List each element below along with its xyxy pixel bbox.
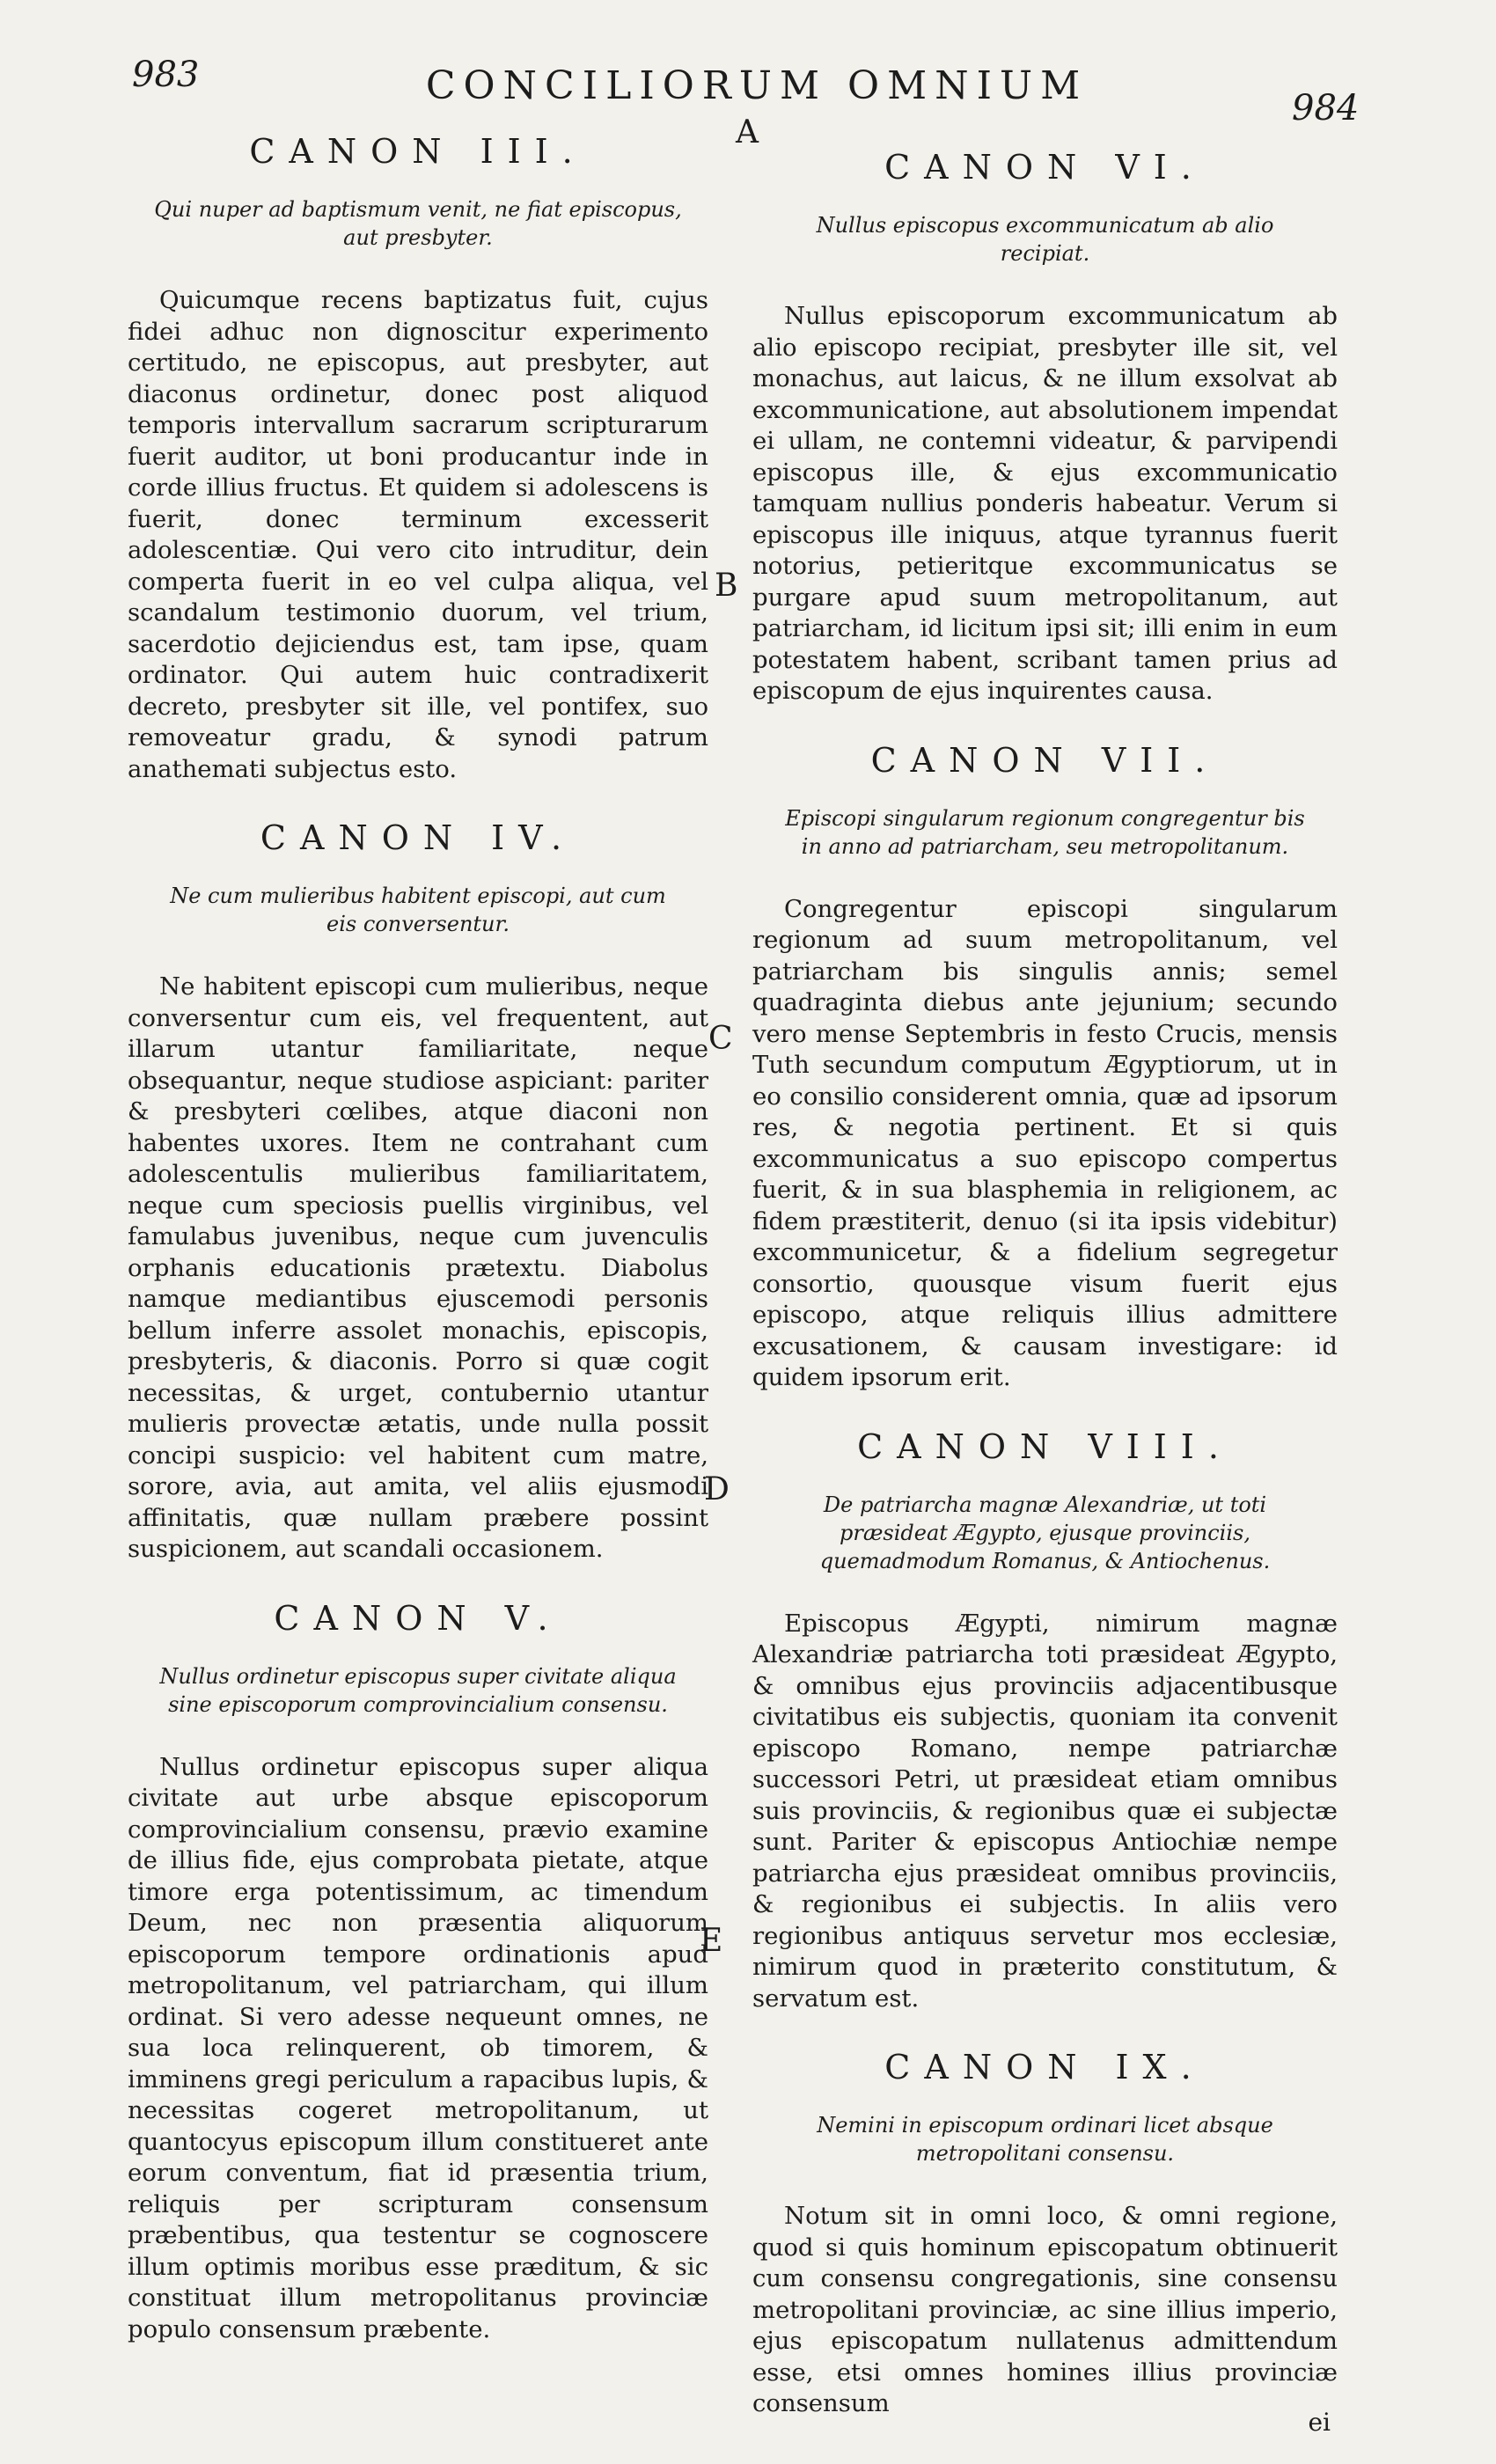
canon-heading: CANON IV. — [260, 818, 576, 857]
canon-summary: De patriarcha magnæ Alexandriæ, ut toti præsideat Ægypto, ejusque provinciis, quemadmodum Romanus, & Antiochenus. — [819, 1492, 1271, 1573]
canon-heading: CANON IX. — [884, 2048, 1206, 2086]
canon-8 — [752, 1427, 1338, 2015]
catchword: ei — [1308, 2408, 1331, 2437]
page-number-right: 984 — [1292, 88, 1360, 128]
canon-heading: CANON V. — [274, 1598, 562, 1638]
canon-summary: Nullus ordinetur episcopus super civitate aliqua sine episcoporum comprovincialium consensu. — [159, 1663, 677, 1717]
canon-text: Congregentur episcopi singularum regionum ad suum metropolitanum, vel patriarcham bis singulis annis; semel quadraginta diebus ante jejunium; secundo vero mense Septembris in festo Crucis, mensis Tuth secundum computum Ægyptiorum, ut in eo consilio considerent omnia, quæ ad ipsorum res, & negotia pertinent. Et si quis excommunicatus a suo episcopo compertus fuerit, & in sua blasphemia in religionem, ac fidem præstiterit, denuo (si ita ipsis videbitur) excommunicetur, & a fidelium segregetur consortio, quousque visum fuerit ejus episcopo, atque reliquis illius admittere excusationem, & causam investigare: id quidem ipsorum erit. — [752, 894, 1338, 1391]
canon-summary: Nullus episcopus excommunicatum ab alio recipiat. — [816, 213, 1274, 266]
canon-5 — [128, 1599, 708, 2346]
canon-heading: CANON VI. — [884, 148, 1206, 187]
canon-text: Episcopus Ægypti, nimirum magnæ Alexandriæ patriarcha toti præsideat Ægypto, & omnibus ejus provinciis adjacentibusque civitatibus eis subjectis, quoniam ita convenit episcopo Romano, nempe patriarchæ successori Petri, ut præsideat etiam omnibus suis provinciis, & regionibus quæ ei subjectæ sunt. Pariter & episcopus Antiochiæ nempe patriarcha ejus præsideat omnibus provinciis, & regionibus ei subjectis. In aliis vero regionibus antiquus servetur mos ecclesiæ, nimirum quod in præterito constitutum, & servatum est. — [752, 1609, 1338, 2013]
running-title: CONCILIORUM OMNIUM — [425, 63, 1089, 108]
canon-6 — [752, 148, 1338, 708]
canon-text: Ne habitent episcopi cum mulieribus, neque conversentur cum eis, vel frequentent, aut illarum utantur familiaritate, neque obsequantur, neque studiose aspiciant: pariter & presbyteri cœlibes, atque diaconi non habentes uxores. Item ne contrahant cum adolescentulis mulieribus familiaritatem, neque cum speciosis puellis virginibus, vel famulabus juvenibus, neque cum juvenculis orphanis educationis prætextu. Diabolus namque mediantibus ejuscemodi personis bellum inferre assolet monachis, episcopis, presbyteris, & diaconis. Porro si quæ cogit necessitas, & urget, contubernio utantur mulieris provectæ ætatis, unde nulla possit concipi suspicio: vel habitent cum matre, sorore, avia, aut amita, vel aliis ejusmodi affinitatis, quæ nullam præbere possint suspicionem, aut scandali occasionem. — [128, 972, 708, 1563]
canon-text: Quicumque recens baptizatus fuit, cujus fidei adhuc non dignoscitur experimento certitudo, ne episcopus, aut presbyter, aut diaconus ordinetur, donec post aliquod temporis intervallum sacrarum scripturarum fuerit auditor, ut boni producantur inde in corde illius fructus. Et quidem si adolescens is fuerit, donec terminum excesserit adolescentiæ. Qui vero cito intruditur, dein comperta fuerit in eo vel culpa aliqua, vel scandalum testimonio duorum, vel trium, sacerdotio dejiciendus est, tam ipse, quam ordinator. Qui autem huic contradixerit decreto, presbyter sit ille, vel pontifex, suo removeatur gradu, & synodi patrum anathemati subjectus esto. — [128, 286, 708, 783]
canon-summary: Ne cum mulieribus habitent episcopi, aut cum eis conversentur. — [170, 884, 666, 936]
canon-3 — [128, 132, 708, 785]
canon-9 — [752, 2048, 1338, 2420]
canon-text: Notum sit in omni loco, & omni regione, quod si quis hominum episcopatum obtinuerit cum consensu congregationis, sine consensu metropolitani provinciæ, ac sine illius imperio, ejus episcopatum nullatenus admittendum esse, etsi omnes homines illius provinciæ consensum — [752, 2202, 1338, 2417]
left-column — [128, 132, 708, 2379]
margin-marker-c: C — [708, 1021, 733, 1057]
canon-summary: Nemini in episcopum ordinari licet absque metropolitani consensu. — [817, 2113, 1273, 2166]
margin-marker-b: B — [715, 568, 738, 604]
canon-text: Nullus ordinetur episcopus super aliqua civitate aut urbe absque episcoporum comprovincialium consensu, prævio examine de illius fide, ejus comprobata pietate, atque timore erga potentissimum, ac timendum Deum, nec non præsentia aliquorum episcoporum tempore ordinationis apud metropolitanum, vel patriarcham, qui illum ordinat. Si vero adesse nequeunt omnes, ne sua loca relinquerent, ob timorem, & imminens gregi periculum a rapacibus lupis, & necessitas cogeret metropolitanum, ut quantocyus episcopum illum constitueret ante eorum conventum, fiat id præsentia trium, reliquis per scripturam consensum præbentibus, qua testentur se cognoscere illum optimis moribus esse præditum, & sic constituat illum metropolitanus provinciæ populo consensum præbente. — [128, 1752, 708, 2343]
page-number-left: 983 — [132, 55, 200, 95]
canon-text: Nullus episcoporum excommunicatum ab alio episcopo recipiat, presbyter ille sit, vel monachus, aut laicus, & ne illum exsolvat ab excommunicatione, aut absolutionem impendat ei ullam, ne contemni videatur, & parvipendi episcopus ille, & ejus excommunicatio tamquam nullius ponderis habeatur. Verum si episcopus ille iniquus, atque tyrannus fuerit notorius, petieritque excommunicatus se purgare apud suum metropolitanum, aut patriarcham, id licitum ipsi sit; illi enim in eum potestatem habent, scribant tamen prius ad episcopum de ejus inquirentes causa. — [752, 302, 1338, 705]
canon-heading: CANON VIII. — [857, 1426, 1233, 1466]
canon-4 — [128, 818, 708, 1566]
canon-heading: CANON III. — [249, 132, 587, 171]
canon-summary: Qui nuper ad baptismum venit, ne fiat episcopus, aut presbyter. — [154, 197, 682, 250]
right-column — [752, 148, 1338, 2453]
canon-heading: CANON VII. — [870, 740, 1220, 780]
margin-marker-e: E — [700, 1923, 723, 1959]
canon-summary: Episcopi singularum regionum congregentur bis in anno ad patriarcham, seu metropolitanum. — [785, 805, 1305, 859]
section-marker-a: A — [736, 114, 759, 150]
margin-marker-d: D — [704, 1471, 730, 1507]
canon-7 — [752, 741, 1338, 1394]
